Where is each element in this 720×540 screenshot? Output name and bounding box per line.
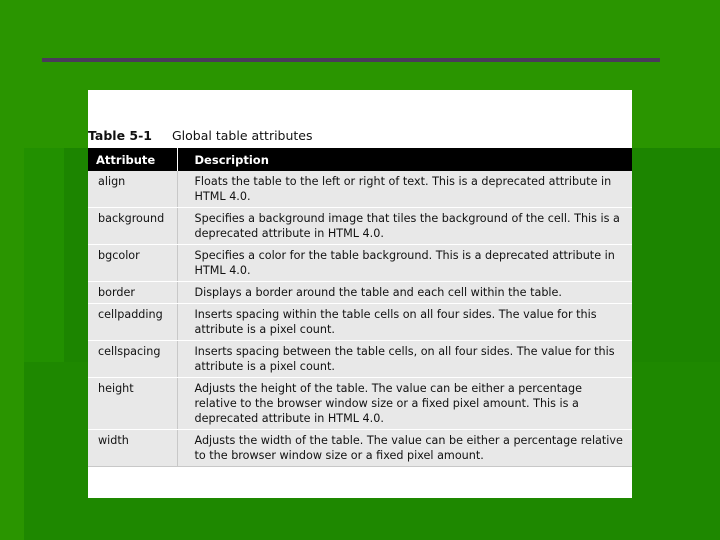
caption-number: Table 5-1 xyxy=(88,128,152,143)
attribute-cell: cellspacing xyxy=(88,341,177,378)
table-row xyxy=(88,430,632,467)
table-row xyxy=(88,171,632,208)
description-cell: Adjusts the height of the table. The value can be either a percentage relative to the browser window size or a fixed pixel amount. This is a deprecated attribute in HTML 4.0. xyxy=(177,378,632,430)
column-header-attribute: Attribute xyxy=(88,148,177,171)
table-header-row xyxy=(88,148,632,171)
attribute-cell: background xyxy=(88,208,177,245)
title-divider xyxy=(42,58,660,62)
attributes-table xyxy=(88,148,632,467)
description-cell: Inserts spacing within the table cells on all four sides. The value for this attribute is a pixel count. xyxy=(177,304,632,341)
description-cell: Floats the table to the left or right of text. This is a deprecated attribute in HTML 4.0. xyxy=(177,171,632,208)
table-row xyxy=(88,341,632,378)
description-cell: Inserts spacing between the table cells, on all four sides. The value for this attribute is a pixel count. xyxy=(177,341,632,378)
description-cell: Adjusts the width of the table. The value can be either a percentage relative to the browser window size or a fixed pixel amount. xyxy=(177,430,632,467)
table-row xyxy=(88,208,632,245)
description-cell: Displays a border around the table and each cell within the table. xyxy=(177,282,632,304)
attribute-cell: align xyxy=(88,171,177,208)
attribute-cell: border xyxy=(88,282,177,304)
column-header-description: Description xyxy=(177,148,632,171)
table-caption xyxy=(88,128,313,143)
attribute-cell: bgcolor xyxy=(88,245,177,282)
description-cell: Specifies a color for the table background. This is a deprecated attribute in HTML 4.0. xyxy=(177,245,632,282)
caption-title: Global table attributes xyxy=(172,128,313,143)
attribute-cell: cellpadding xyxy=(88,304,177,341)
table-row xyxy=(88,378,632,430)
table-row xyxy=(88,245,632,282)
table-figure xyxy=(88,90,632,498)
table-row xyxy=(88,304,632,341)
table-row xyxy=(88,282,632,304)
attribute-cell: height xyxy=(88,378,177,430)
description-cell: Specifies a background image that tiles the background of the cell. This is a deprecated attribute in HTML 4.0. xyxy=(177,208,632,245)
attribute-cell: width xyxy=(88,430,177,467)
